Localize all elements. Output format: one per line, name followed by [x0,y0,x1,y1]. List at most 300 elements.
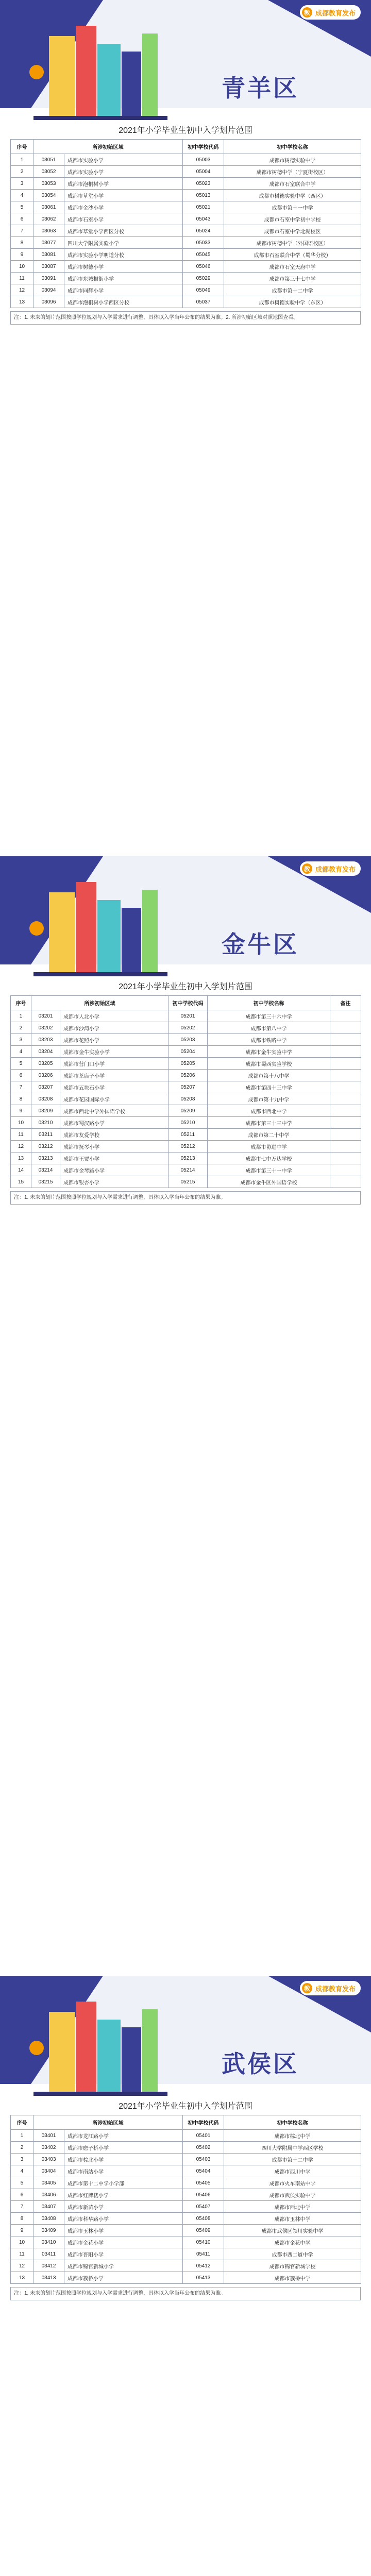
table-row [11,190,361,201]
table-cell: 05043 [183,213,224,225]
header-cell: 初中学校代码 [183,140,224,154]
section-header [0,856,371,995]
table-cell: 4 [11,190,33,201]
table-cell [330,1176,361,1188]
table-cell: 03091 [33,273,64,284]
table-row [11,1034,361,1046]
table-cell: 03209 [31,1105,60,1117]
table-cell: 11 [11,1129,31,1141]
table-cell: 成都市沙湾小学 [60,1022,168,1034]
table-cell: 8 [11,237,33,249]
table-cell: 03205 [31,1058,60,1070]
table-cell: 05003 [183,154,224,166]
table-cell: 成都市金花中学 [224,2236,361,2248]
table-cell: 03211 [31,1129,60,1141]
table-cell: 03061 [33,201,64,213]
table-cell: 8 [11,1093,31,1105]
table-cell: 03407 [33,2201,64,2213]
table-cell: 成都市花照小学 [60,1034,168,1046]
table-cell: 05201 [168,1010,208,1022]
table-cell: 成都市第十九中学 [208,1093,330,1105]
table-row [11,249,361,261]
table-cell: 03208 [31,1093,60,1105]
table-cell: 6 [11,1070,31,1081]
table-row [11,1176,361,1188]
table-cell: 成都市第四十三中学 [208,1081,330,1093]
table-cell: 03411 [33,2248,64,2260]
table-cell: 成都市科华路小学 [64,2213,183,2225]
table-cell: 05411 [183,2248,224,2260]
table-cell: 05046 [183,261,224,273]
table-cell: 8 [11,2213,33,2225]
table-cell: 成都市西二道中学 [224,2248,361,2260]
table-cell: 成都市第十二中学 [224,2154,361,2165]
table-cell: 成都市第二十中学 [208,1129,330,1141]
table-row [11,2177,361,2189]
table-cell: 05202 [168,1022,208,1034]
table-cell: 05406 [183,2189,224,2201]
table-cell: 03051 [33,154,64,166]
table-cell: 7 [11,1081,31,1093]
table-cell: 03206 [31,1070,60,1081]
table-row [11,1153,361,1164]
table-cell: 03052 [33,166,64,178]
table-cell [330,1022,361,1034]
table-cell: 05215 [168,1176,208,1188]
table-cell: 3 [11,178,33,190]
table-cell: 成都市石室天府中学 [224,261,361,273]
table-row [11,2236,361,2248]
table-cell: 03408 [33,2213,64,2225]
table-cell: 03401 [33,2130,64,2142]
table-row [11,154,361,166]
table-cell: 成都市金琴路小学 [60,1164,168,1176]
table-cell: 05404 [183,2165,224,2177]
table-cell [330,1164,361,1176]
table-cell [330,1081,361,1093]
table-cell: 成都市龙江路小学 [64,2130,183,2142]
table-row [11,1129,361,1141]
table-cell: 05401 [183,2130,224,2142]
table-cell: 13 [11,1153,31,1164]
section-header [0,1976,371,2115]
table-cell: 成都市蜀西实验学校 [208,1058,330,1070]
table-cell: 13 [11,296,33,308]
table-cell: 成都市树德中学（外国语校区） [224,237,361,249]
table-cell: 5 [11,1058,31,1070]
table-row [11,2130,361,2142]
table-cell: 成都市王贾小学 [60,1153,168,1164]
table-cell: 成都市实验小学 [64,166,183,178]
table-row [11,1117,361,1129]
table-cell: 03063 [33,225,64,237]
table-row [11,166,361,178]
books-illustration [18,15,183,124]
table-cell: 成都市茶店子小学 [60,1070,168,1081]
table-cell [330,1034,361,1046]
table-cell: 9 [11,1105,31,1117]
logo-text: 成都教育发布 [315,865,356,873]
table-cell: 成都市实验小学 [64,154,183,166]
table-header-row [11,2115,361,2130]
enrollment-table [10,995,361,1188]
table-cell: 03212 [31,1141,60,1153]
table-cell: 成都市第十二中学 [224,284,361,296]
table-cell: 13 [11,2272,33,2284]
table-cell: 05023 [183,178,224,190]
section-header [0,0,371,139]
table-cell: 12 [11,1141,31,1153]
table-cell: 03405 [33,2177,64,2189]
header-cell: 初中学校代码 [168,996,208,1010]
table-cell [330,1010,361,1022]
table-cell: 成都市第三十六中学 [208,1010,330,1022]
table-cell: 成都市西川中学 [224,2165,361,2177]
table-cell: 03213 [31,1153,60,1164]
table-cell: 成都市协进中学 [208,1141,330,1153]
section-subtitle: 2021年小学毕业生初中入学划片范围 [119,982,252,991]
table-cell: 成都市银杏小学 [60,1176,168,1188]
table-row [11,1022,361,1034]
table-row [11,1105,361,1117]
table-cell: 12 [11,2260,33,2272]
table-header-row [11,996,361,1010]
table-cell: 05209 [168,1105,208,1117]
table-cell: 05013 [183,190,224,201]
table-cell: 成都市抚琴小学 [60,1141,168,1153]
table-cell: 成都市武侯实验中学 [224,2189,361,2201]
table-row [11,1070,361,1081]
table-cell: 5 [11,2177,33,2189]
table-cell: 2 [11,166,33,178]
table-note: 注：1. 未来的划片范围按照学位规划与入学需求进行调整，具体以入学当年公布的结果为准。 [10,1191,361,1205]
table-header-row [11,140,361,154]
table-cell: 05208 [168,1093,208,1105]
table-cell [330,1117,361,1129]
table-cell: 四川大学附属实验小学 [64,237,183,249]
table-cell: 05207 [168,1081,208,1093]
table-cell: 成都市金花小学 [64,2236,183,2248]
district-title: 金牛区 [222,930,299,958]
table-cell: 03096 [33,296,64,308]
table-cell: 四川大学附属中学西区学校 [224,2142,361,2154]
table-cell: 7 [11,2201,33,2213]
table-cell: 05205 [168,1058,208,1070]
table-cell: 成都市金牛实验小学 [60,1046,168,1058]
table-cell: 05213 [168,1153,208,1164]
table-cell: 成都市锦官新城小学 [64,2260,183,2272]
table-cell: 05402 [183,2142,224,2154]
table-cell: 成都市营门口小学 [60,1058,168,1070]
table-row [11,1058,361,1070]
books-illustration [18,872,183,980]
table-row [11,2260,361,2272]
table-row [11,261,361,273]
header-cell: 初中学校名称 [208,996,330,1010]
table-cell: 03404 [33,2165,64,2177]
table-cell: 2 [11,2142,33,2154]
table-cell: 14 [11,1164,31,1176]
table-cell: 6 [11,213,33,225]
table-cell: 05403 [183,2154,224,2165]
table-row [11,201,361,213]
table-cell: 6 [11,2189,33,2201]
table-row [11,237,361,249]
brand-logo [300,1981,361,1995]
table-cell: 05004 [183,166,224,178]
table-row [11,2272,361,2284]
table-cell: 成都市草堂小学 [64,190,183,201]
header-cell: 序号 [11,140,33,154]
table-cell: 05408 [183,2213,224,2225]
table-cell: 成都市第八中学 [208,1022,330,1034]
table-cell: 05410 [183,2236,224,2248]
table-cell: 成都市实验小学明道分校 [64,249,183,261]
table-cell: 成都市树德小学 [64,261,183,273]
table-cell: 11 [11,2248,33,2260]
header-cell: 所涉初始区域 [33,2115,183,2130]
table-cell: 1 [11,1010,31,1022]
table-cell: 成都市第三十七中学 [224,273,361,284]
table-cell: 05037 [183,296,224,308]
table-cell: 成都市树德中学（宁夏街校区） [224,166,361,178]
header-cell: 初中学校名称 [224,2115,361,2130]
table-cell: 03215 [31,1176,60,1188]
table-row [11,2201,361,2213]
books-illustration [18,1991,183,2099]
table-cell: 成都市火车南站中学 [224,2177,361,2189]
section-subtitle: 2021年小学毕业生初中入学划片范围 [119,2102,252,2111]
table-row [11,1093,361,1105]
table-cell: 03403 [33,2154,64,2165]
table-cell: 03214 [31,1164,60,1176]
logo-mark-icon: 教 [302,7,312,18]
table-cell: 03412 [33,2260,64,2272]
table-cell: 10 [11,1117,31,1129]
table-cell: 成都市棕北中学 [224,2130,361,2142]
table-row [11,225,361,237]
table-cell: 03207 [31,1081,60,1093]
table-cell: 05049 [183,284,224,296]
table-cell: 03410 [33,2236,64,2248]
table-note: 注：1. 未来的划片范围按照学位规划与入学需求进行调整，具体以入学当年公布的结果为准。 [10,2287,361,2300]
brand-logo [300,5,361,20]
table-cell: 05206 [168,1070,208,1081]
table-cell: 成都市树德实验中学（东区） [224,296,361,308]
table-cell: 成都市西北中学外国语学校 [60,1105,168,1117]
table-cell: 成都市泡桐树小学 [64,178,183,190]
table-row [11,1046,361,1058]
table-cell: 05029 [183,273,224,284]
table-cell: 成都市玉林中学 [224,2213,361,2225]
table-cell: 成都市石室中学北湖校区 [224,225,361,237]
table-cell: 成都市簇桥中学 [224,2272,361,2284]
table-cell: 成都市石室小学 [64,213,183,225]
header-cell: 备注 [330,996,361,1010]
logo-mark-icon: 教 [302,863,312,874]
enrollment-table [10,139,361,308]
table-cell: 03204 [31,1046,60,1058]
table-cell: 成都市南站小学 [64,2165,183,2177]
table-cell: 05021 [183,201,224,213]
table-cell: 10 [11,261,33,273]
logo-text: 成都教育发布 [315,9,356,17]
table-cell: 成都市西北中学 [208,1105,330,1117]
header-cell: 所涉初始区域 [33,140,183,154]
table-cell: 成都市第三十三中学 [208,1117,330,1129]
table-cell: 成都市簇桥小学 [64,2272,183,2284]
table-cell: 05204 [168,1046,208,1058]
table-cell [330,1141,361,1153]
table-cell: 03094 [33,284,64,296]
table-cell: 成都市蜀汉路小学 [60,1117,168,1129]
logo-text: 成都教育发布 [315,1985,356,1993]
table-cell: 9 [11,2225,33,2236]
table-cell: 03202 [31,1022,60,1034]
table-cell: 03081 [33,249,64,261]
table-cell: 05211 [168,1129,208,1141]
table-cell: 03402 [33,2142,64,2154]
table-cell [330,1093,361,1105]
table-cell: 7 [11,225,33,237]
table-row [11,2154,361,2165]
header-cell: 初中学校代码 [183,2115,224,2130]
table-cell [330,1153,361,1164]
table-cell: 成都市新苗小学 [64,2201,183,2213]
header-cell: 序号 [11,996,31,1010]
table-cell: 成都市西北中学 [224,2201,361,2213]
table-cell: 03203 [31,1034,60,1046]
table-cell: 03413 [33,2272,64,2284]
table-cell: 成都市磨子桥小学 [64,2142,183,2154]
header-cell: 序号 [11,2115,33,2130]
table-row [11,1141,361,1153]
table-cell: 05407 [183,2201,224,2213]
table-cell: 03062 [33,213,64,225]
table-row [11,2165,361,2177]
table-cell: 成都市东城根街小学 [64,273,183,284]
table-cell: 05212 [168,1141,208,1153]
section-subtitle: 2021年小学毕业生初中入学划片范围 [119,126,252,135]
table-cell: 成都市金牛实验中学 [208,1046,330,1058]
table-cell: 成都市石室中学初中学校 [224,213,361,225]
table-cell [330,1070,361,1081]
table-cell: 成都市棕北小学 [64,2154,183,2165]
table-row [11,178,361,190]
table-cell: 成都市第十八中学 [208,1070,330,1081]
table-cell: 05024 [183,225,224,237]
table-cell: 成都市铁路中学 [208,1034,330,1046]
table-cell: 1 [11,154,33,166]
table-cell: 03210 [31,1117,60,1129]
table-cell: 10 [11,2236,33,2248]
table-cell: 3 [11,2154,33,2165]
table-cell: 05210 [168,1117,208,1129]
table-cell: 05413 [183,2272,224,2284]
table-cell: 03406 [33,2189,64,2201]
table-cell: 成都市草堂小学西区分校 [64,225,183,237]
table-cell: 03053 [33,178,64,190]
table-cell: 05412 [183,2260,224,2272]
table-cell: 2 [11,1022,31,1034]
header-cell: 所涉初始区域 [31,996,168,1010]
district-title: 青羊区 [222,74,299,102]
table-cell: 成都市五块石小学 [60,1081,168,1093]
table-cell [330,1046,361,1058]
table-cell: 成都市锦官新城学校 [224,2260,361,2272]
table-cell: 成都市友爱学校 [60,1129,168,1141]
district-title: 武侯区 [222,2050,299,2078]
table-cell [330,1058,361,1070]
section-jinniu [0,856,371,1976]
table-cell: 成都市同辉小学 [64,284,183,296]
table-cell: 4 [11,2165,33,2177]
table-cell: 成都市第十一中学 [224,201,361,213]
table-row [11,1010,361,1022]
table-row [11,284,361,296]
table-cell: 9 [11,249,33,261]
table-cell [330,1129,361,1141]
table-cell: 成都市树德实验中学 [224,154,361,166]
section-qingyang [0,0,371,856]
table-cell: 15 [11,1176,31,1188]
table-cell: 1 [11,2130,33,2142]
table-cell: 成都市人北小学 [60,1010,168,1022]
table-cell: 05405 [183,2177,224,2189]
table-cell: 成都市花园国际小学 [60,1093,168,1105]
table-cell: 03087 [33,261,64,273]
table-cell: 03201 [31,1010,60,1022]
table-cell: 成都市石室联合中学（蜀华分校） [224,249,361,261]
table-row [11,273,361,284]
table-row [11,2248,361,2260]
table-cell: 12 [11,284,33,296]
table-cell: 05214 [168,1164,208,1176]
table-cell: 成都市玉林小学 [64,2225,183,2236]
table-note: 注：1. 未来的划片范围按照学位规划与入学需求进行调整，具体以入学当年公布的结果为准。2. 所涉初始区域对照地图查看。 [10,311,361,325]
table-row [11,1164,361,1176]
table-cell: 5 [11,201,33,213]
table-cell: 05203 [168,1034,208,1046]
header-cell: 初中学校名称 [224,140,361,154]
table-cell: 3 [11,1034,31,1046]
table-row [11,1081,361,1093]
table-row [11,2213,361,2225]
table-cell: 05409 [183,2225,224,2236]
table-cell: 成都市第十二中学小学部 [64,2177,183,2189]
table-row [11,213,361,225]
table-row [11,2225,361,2236]
table-cell: 05045 [183,249,224,261]
table-row [11,2142,361,2154]
table-cell: 成都市金沙小学 [64,201,183,213]
section-wuhou [0,1976,371,2576]
table-cell: 成都市武侯区领川实验中学 [224,2225,361,2236]
table-cell: 成都市第三十一中学 [208,1164,330,1176]
table-cell: 成都市晋阳小学 [64,2248,183,2260]
table-cell: 11 [11,273,33,284]
table-cell: 03077 [33,237,64,249]
table-cell: 成都市石室联合中学 [224,178,361,190]
table-cell: 03054 [33,190,64,201]
table-cell: 成都市金牛区外国语学校 [208,1176,330,1188]
table-cell: 03409 [33,2225,64,2236]
table-row [11,296,361,308]
table-cell: 成都市树德实验中学（西区） [224,190,361,201]
enrollment-table [10,2115,361,2284]
brand-logo [300,861,361,876]
table-cell: 成都市红牌楼小学 [64,2189,183,2201]
